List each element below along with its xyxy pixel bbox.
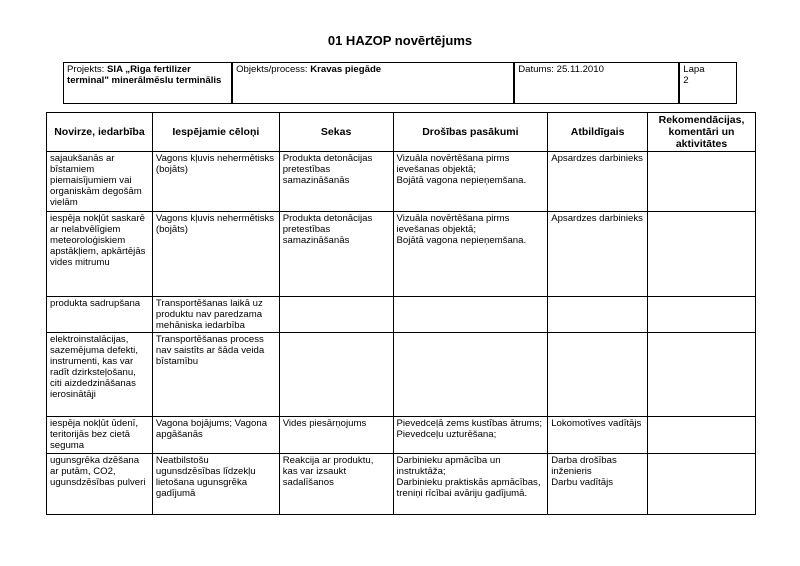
responsible-item: Apsardzes darbinieks — [551, 213, 643, 224]
date-label: Datums: — [518, 64, 557, 75]
consequences-cell: Vides piesārņojums — [279, 417, 393, 454]
deviation-cell: sajaukšanās ar bīstamiem piemaisījumiem vai organiskām degošām vielām — [47, 152, 153, 212]
causes-cell: Transportēšanas laikā uz produktu nav paredzama mehāniska iedarbība — [152, 297, 279, 333]
object-cell — [232, 63, 514, 104]
measure-item: Darbinieku apmācība un instruktāža; — [396, 455, 501, 477]
measures-cell — [393, 297, 548, 333]
measure-item: Bojātā vagona nepieņemšana. — [396, 235, 527, 246]
measures-cell — [393, 417, 548, 454]
deviation-cell: iespēja nokļūt ūdenī, teritorijās bez cietā seguma — [47, 417, 153, 454]
table-row — [47, 417, 756, 454]
causes-cell: Transportēšanas process nav saistīts ar šāda veida bīstamību — [152, 333, 279, 417]
measures-cell — [393, 454, 548, 515]
table-row — [47, 297, 756, 333]
responsible-cell — [548, 152, 648, 212]
measure-item: Vizuāla novērtēšana pirms ievešanas objektā; — [396, 213, 510, 235]
consequences-cell: Reakcija ar produktu, kas var izsaukt sadalīšanos — [279, 454, 393, 515]
measure-item: Vizuāla novērtēšana pirms ievešanas objektā; — [396, 153, 510, 175]
document-title: 01 HAZOP novērtējums — [327, 33, 473, 48]
responsible-item: Darbu vadītājs — [551, 477, 614, 488]
recommendations-cell — [648, 454, 756, 515]
date-cell — [514, 63, 679, 104]
responsible-cell — [548, 333, 648, 417]
consequences-cell: Produkta detonācijas pretestības samazināšanās — [279, 152, 393, 212]
responsible-item: Apsardzes darbinieks — [551, 153, 643, 164]
measure-item: Pievedceļā zems kustības ātrums; — [396, 418, 543, 429]
recommendations-cell — [648, 297, 756, 333]
measures-cell — [393, 212, 548, 297]
measure-item: Pievedceļu uzturēšana; — [396, 429, 497, 440]
responsible-cell — [548, 454, 648, 515]
column-header-causes: Iespējamie cēloņi — [152, 113, 279, 152]
column-header-deviation: Novirze, iedarbība — [47, 113, 153, 152]
responsible-cell — [548, 417, 648, 454]
column-header-responsible: Atbildīgais — [548, 113, 648, 152]
measures-cell — [393, 152, 548, 212]
recommendations-cell — [648, 212, 756, 297]
measures-cell — [393, 333, 548, 417]
consequences-cell — [279, 333, 393, 417]
project-value: SIA „Riga fertilizer terminal" minerālmēslu terminālis — [67, 64, 222, 86]
project-label: Projekts: — [67, 64, 107, 75]
date-value: 25.11.2010 — [556, 64, 604, 75]
column-header-recommendations: Rekomendācijas, komentāri un aktivitātes — [648, 113, 756, 152]
responsible-cell — [548, 297, 648, 333]
table-header-row — [47, 113, 756, 152]
table-row — [47, 454, 756, 515]
cause-item: Vagona bojājums; Vagona apgāšanās — [155, 418, 268, 440]
column-header-consequences: Sekas — [279, 113, 393, 152]
measure-item: Bojātā vagona nepieņemšana. — [396, 175, 527, 186]
deviation-cell: iespēja nokļūt saskarē ar nelabvēlīgiem meteoroloģiskiem apstākļiem, apkārtējās vides mitrumu — [47, 212, 153, 297]
responsible-cell — [548, 212, 648, 297]
deviation-cell: produkta sadrupšana — [47, 297, 153, 333]
deviation-cell: elektroinstalācijas, sazemējuma defekti, instrumenti, kas var radīt dzirksteļošanu, citi aizdedzināšanas ierosinātāji — [47, 333, 153, 417]
object-value: Kravas piegāde — [310, 64, 382, 75]
column-header-measures: Drošības pasākumi — [393, 113, 548, 152]
info-table — [63, 62, 737, 104]
causes-cell — [152, 417, 279, 454]
table-row — [47, 333, 756, 417]
page-value: 2 — [683, 75, 689, 86]
recommendations-cell — [648, 152, 756, 212]
deviation-cell: ugunsgrēka dzēšana ar putām, CO2, ugunsdzēsības pulveri — [47, 454, 153, 515]
page-cell — [679, 63, 736, 104]
causes-cell: Vagons kļuvis nehermētisks (bojāts) — [152, 152, 279, 212]
table-row — [47, 212, 756, 297]
measure-item: Darbinieku praktiskās apmācības, treniņi rīcībai avāriju gadījumā. — [396, 477, 541, 499]
recommendations-cell — [648, 333, 756, 417]
table-row — [47, 152, 756, 212]
object-label: Objekts/process: — [236, 64, 311, 75]
consequences-cell: Produkta detonācijas pretestības samazināšanās — [279, 212, 393, 297]
page-label: Lapa — [683, 64, 705, 75]
consequences-cell — [279, 297, 393, 333]
causes-cell: Neatbilstošu ugunsdzēsības līdzekļu lietošana ugunsgrēka gadījumā — [152, 454, 279, 515]
causes-cell: Vagons kļuvis nehermētisks (bojāts) — [152, 212, 279, 297]
responsible-item: Darba drošības inženieris — [551, 455, 617, 477]
project-cell — [64, 63, 233, 104]
recommendations-cell — [648, 417, 756, 454]
hazop-table — [46, 112, 756, 515]
responsible-item: Lokomotīves vadītājs — [551, 418, 642, 429]
